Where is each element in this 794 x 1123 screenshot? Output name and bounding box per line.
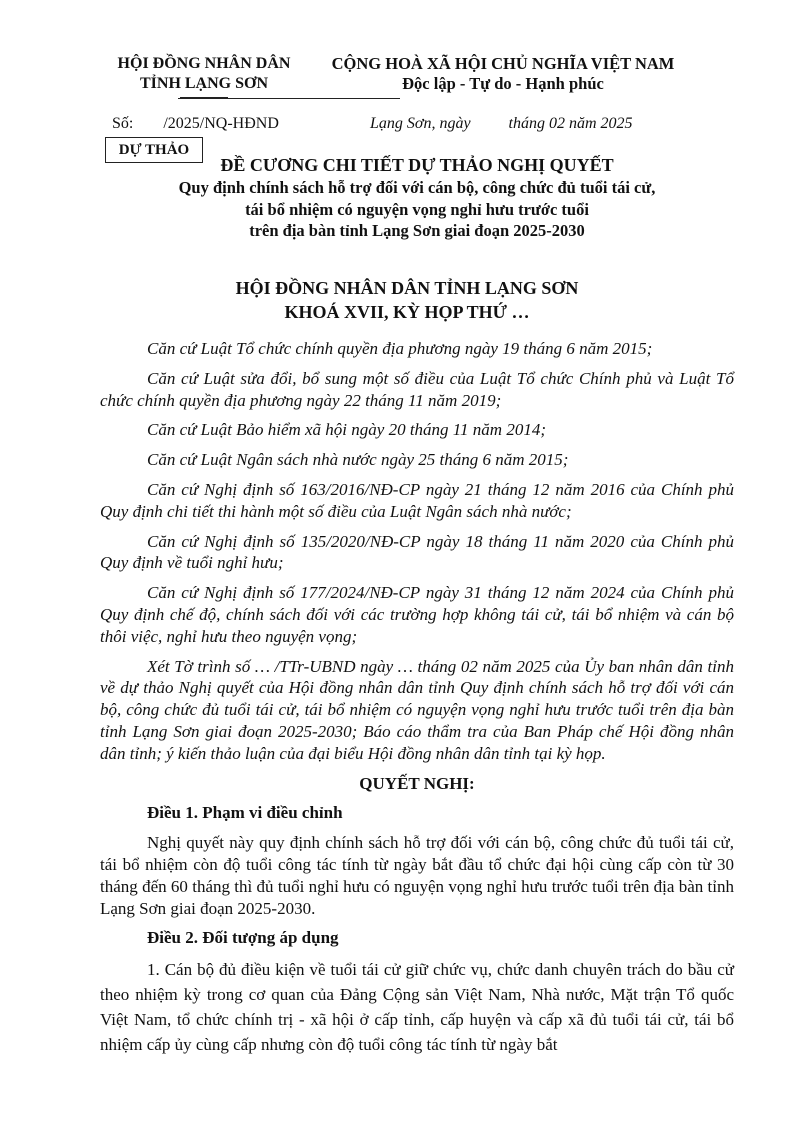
preamble-clause: Căn cứ Nghị định số 177/2024/NĐ-CP ngày 31 tháng 12 năm 2024 của Chính phủ Quy định chế độ, chính sách đối với các trường hợp không tái cử, tái bổ nhiệm và cán bộ thôi việc, nghỉ hưu theo nguyện vọng; — [100, 583, 734, 646]
preamble-clause: Căn cứ Luật Bảo hiểm xã hội ngày 20 tháng 11 năm 2014; — [147, 420, 546, 440]
council-session: KHOÁ XVII, KỲ HỌP THỨ … — [284, 302, 530, 322]
document-number-value: /2025/NQ-HĐND — [163, 115, 279, 132]
document-title — [100, 154, 734, 242]
preamble-clause: Căn cứ Luật Tổ chức chính quyền địa phương ngày 19 tháng 6 năm 2015; — [147, 339, 653, 358]
title-main: ĐỀ CƯƠNG CHI TIẾT DỰ THẢO NGHỊ QUYẾT — [220, 155, 614, 175]
preamble-clause: Căn cứ Luật Ngân sách nhà nước ngày 25 tháng 6 năm 2015; — [147, 450, 569, 470]
document-body — [100, 338, 734, 1065]
article-1-text: Nghị quyết này quy định chính sách hỗ trợ đối với cán bộ, công chức đủ tuổi tái cử, tái bổ nhiệm còn độ tuổi công tác tính từ ngày bắt đầu tổ chức đại hội cùng cấp còn từ 30 tháng đến 60 tháng thì đủ tuổi nghỉ hưu có nguyện vọng nghỉ hưu trước tuổi trên địa bàn tỉnh Lạng Sơn giai đoạn 2025-2030. — [100, 833, 734, 918]
article-2-heading: Điều 2. Đối tượng áp dụng — [147, 928, 339, 948]
preamble-clause: Xét Tờ trình số … /TTr-UBND ngày … tháng 02 năm 2025 của Ủy ban nhân dân tỉnh về dự thảo Nghị quyết của Hội đồng nhân dân tỉnh Quy định chính sách hỗ trợ đối với cán bộ, công chức đủ tuổi tái cử, tái bổ nhiệm có nguyện vọng nghỉ hưu trước tuổi trên địa bàn tỉnh Lạng Sơn giai đoạn 2025-2030; Báo cáo thẩm tra của Ban Pháp chế Hội đồng nhân dân tỉnh; ý kiến thảo luận của đại biểu Hội đồng nhân dân tỉnh tại kỳ họp. — [100, 656, 734, 763]
nation-motto: Độc lập - Tự do - Hạnh phúc — [402, 74, 604, 93]
issuing-organization — [104, 54, 304, 94]
preamble-clause: Căn cứ Nghị định số 135/2020/NĐ-CP ngày 18 tháng 11 năm 2020 của Chính phủ Quy định về tuổi nghỉ hưu; — [100, 531, 734, 573]
draft-stamp: DỰ THẢO — [105, 137, 203, 163]
nation-name: CỘNG HOÀ XÃ HỘI CHỦ NGHĨA VIỆT NAM — [331, 54, 675, 73]
council-name: HỘI ĐỒNG NHÂN DÂN TỈNH LẠNG SƠN — [235, 278, 579, 298]
place-date-prefix: Lạng Sơn, ngày — [370, 115, 471, 132]
title-line3: trên địa bàn tỉnh Lạng Sơn giai đoạn 2025-2030 — [249, 221, 585, 240]
article-1-heading: Điều 1. Phạm vi điều chỉnh — [147, 803, 343, 823]
council-heading — [100, 276, 714, 324]
org-name-line1: HỘI ĐỒNG NHÂN DÂN — [117, 55, 291, 72]
place-and-date — [370, 115, 633, 133]
title-line1: Quy định chính sách hỗ trợ đối với cán bộ, công chức đủ tuổi tái cử, — [178, 178, 656, 197]
article-2-text: 1. Cán bộ đủ điều kiện về tuổi tái cử giữ chức vụ, chức danh chuyên trách do bầu cử theo nhiệm kỳ trong cơ quan của Đảng Cộng sản Việt Nam, Nhà nước, Mặt trận Tổ quốc Việt Nam, tổ chức chính trị - xã hội ở cấp tỉnh, cấp huyện và cấp xã đủ tuổi tái cử, tái bổ nhiệm cấp ủy cùng cấp nhưng còn độ tuổi công tác tính từ ngày bắt — [100, 960, 734, 1055]
org-name-line2: TỈNH LẠNG SƠN — [139, 75, 269, 92]
national-heading — [318, 54, 688, 94]
document-number — [112, 115, 305, 133]
place-date-suffix: tháng 02 năm 2025 — [508, 115, 633, 132]
title-line2: tái bổ nhiệm có nguyện vọng nghỉ hưu trước tuổi — [245, 199, 589, 219]
resolves-heading: QUYẾT NGHỊ: — [359, 773, 475, 793]
header-divider — [178, 98, 400, 99]
document-number-label: Số: — [112, 115, 134, 132]
preamble-clause: Căn cứ Luật sửa đổi, bổ sung một số điều của Luật Tổ chức Chính phủ và Luật Tổ chức chính quyền địa phương ngày 22 tháng 11 năm 2019; — [100, 368, 734, 410]
preamble-clause: Căn cứ Nghị định số 163/2016/NĐ-CP ngày 21 tháng 12 năm 2016 của Chính phủ Quy định chi tiết thi hành một số điều của Luật Ngân sách nhà nước; — [100, 479, 734, 521]
